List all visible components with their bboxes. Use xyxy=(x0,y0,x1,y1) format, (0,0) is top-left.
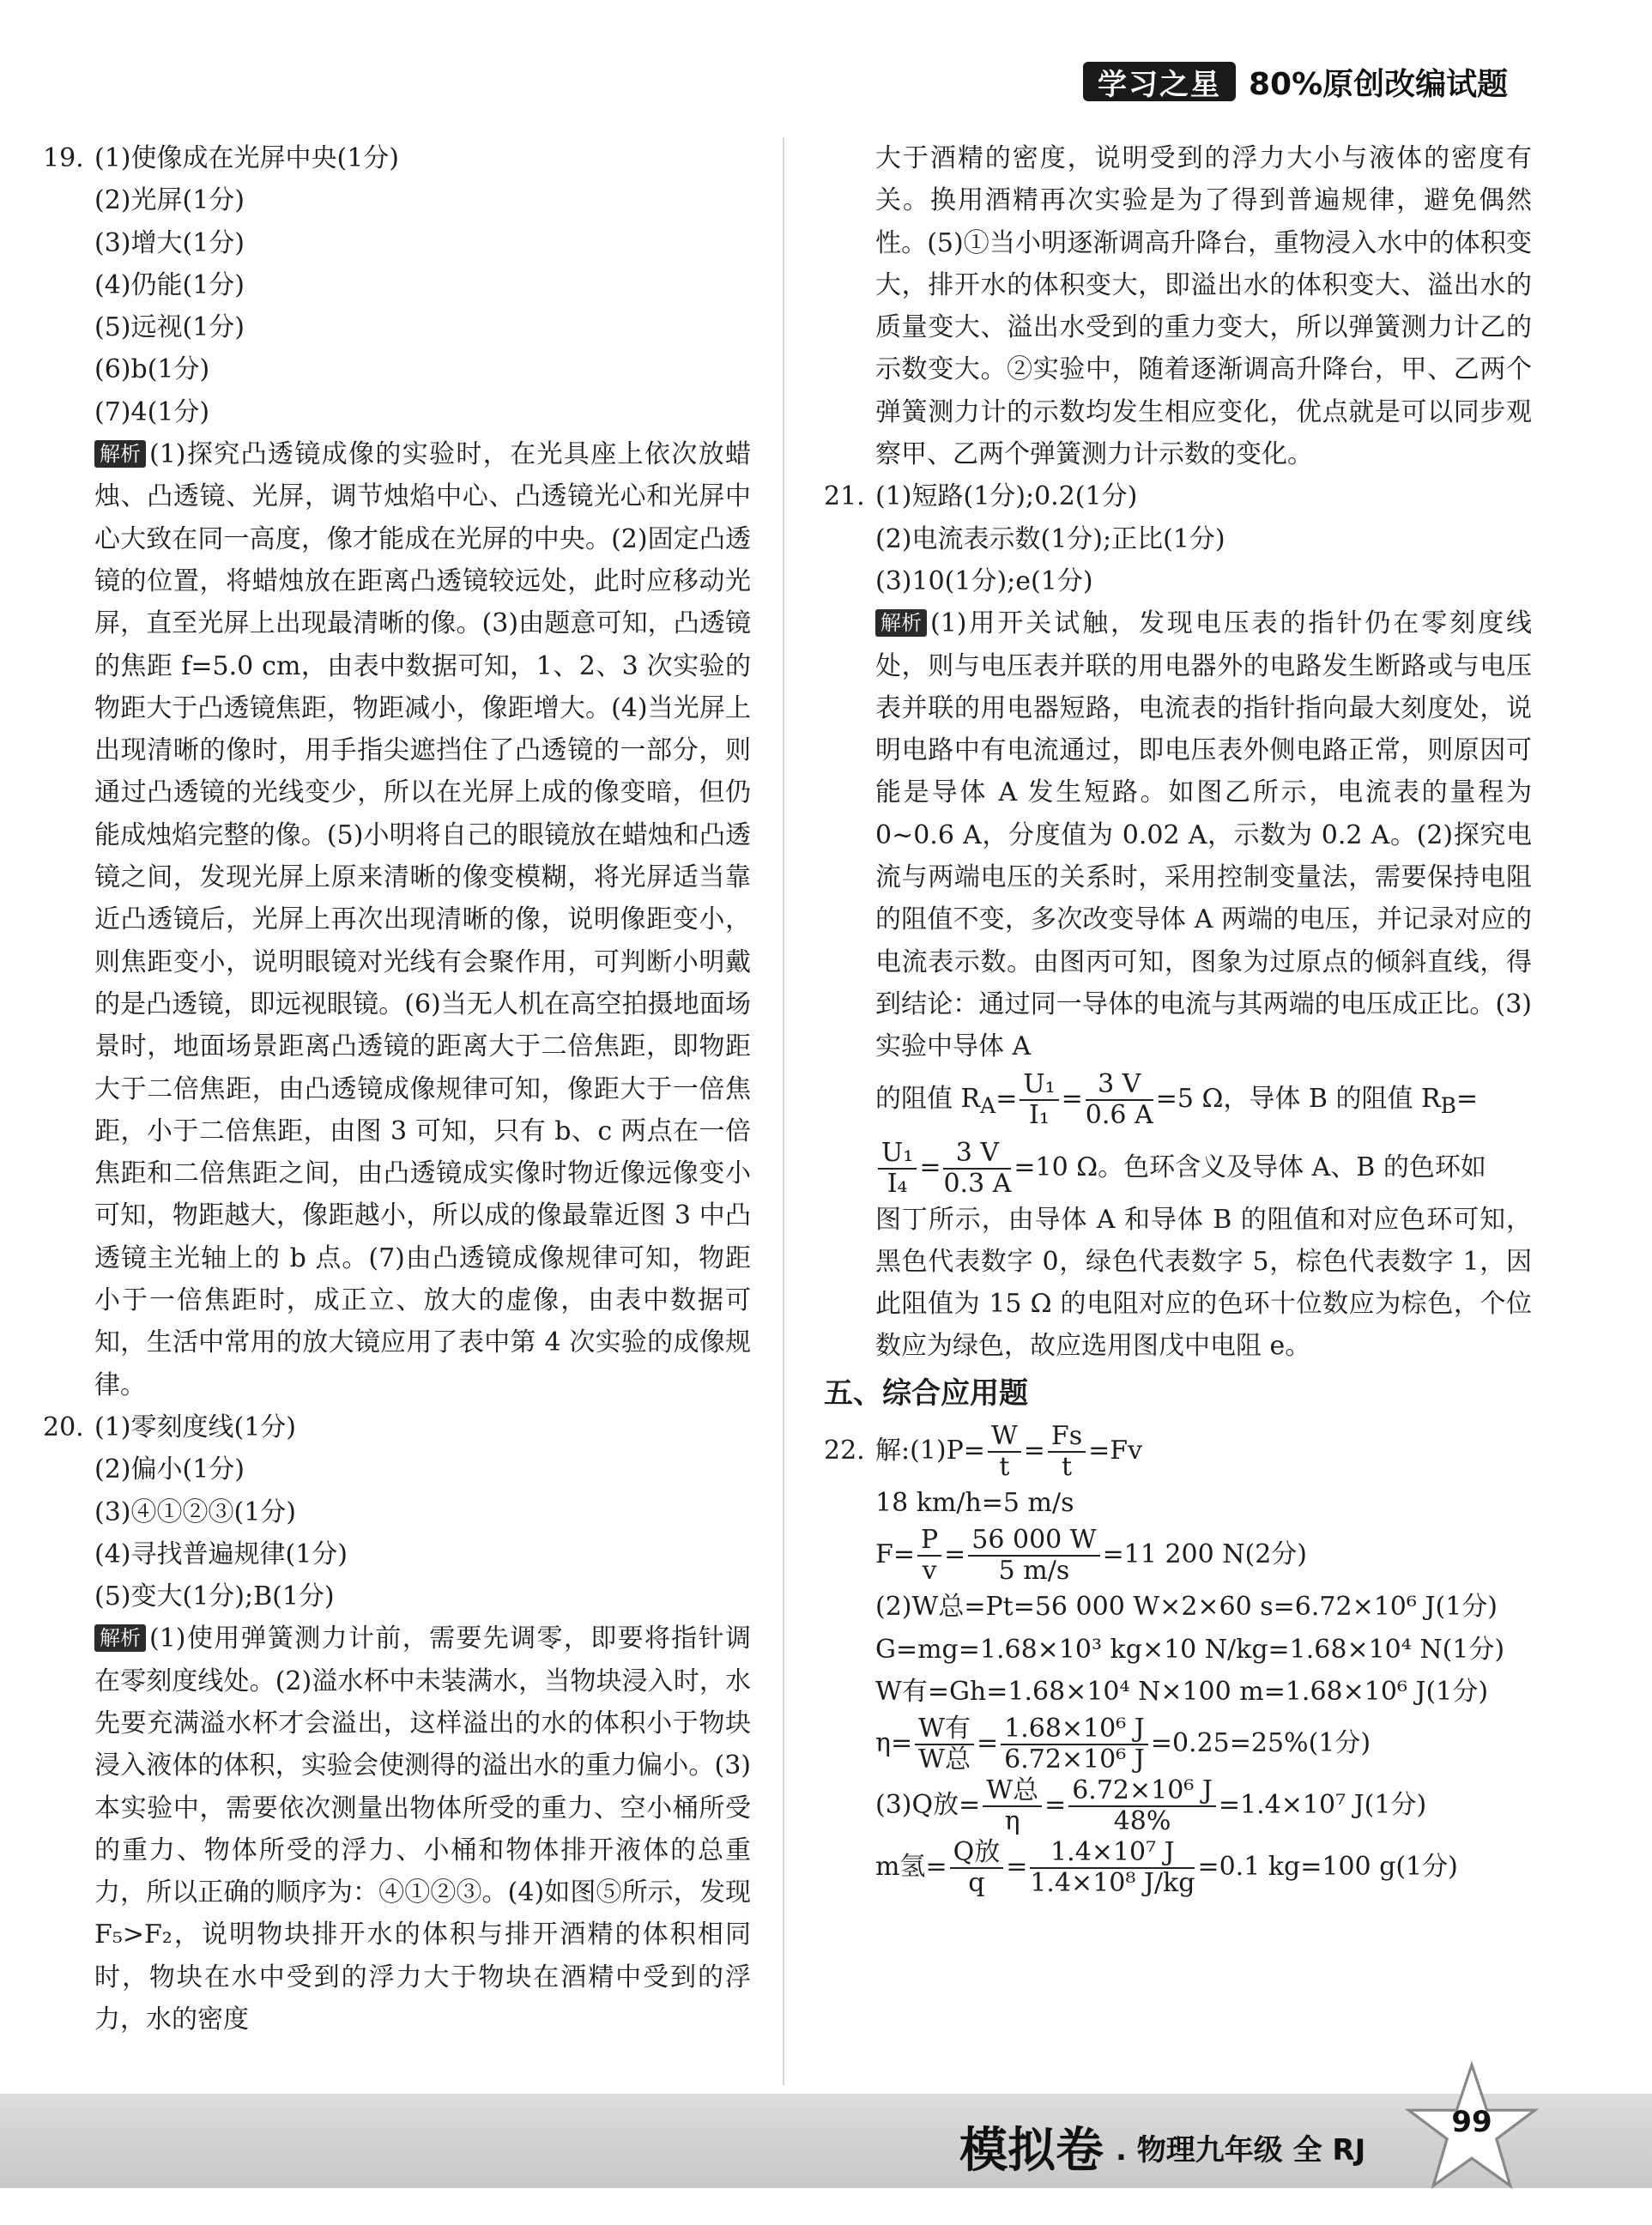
fraction xyxy=(943,1139,1011,1199)
answer-line: (1)零刻度线(1分) xyxy=(94,1412,296,1442)
formula-text: =0.1 kg=100 g(1分) xyxy=(1197,1852,1458,1883)
column-divider xyxy=(783,137,784,2085)
formula-line: η= $\frac{\text{W有}}{\text{W总}}$ = $\frac{\text{1.68×10⁶ J}}{\text{6.72×10⁶ J}}$ =0.25=25%(1分) xyxy=(875,1714,1371,1775)
formula-line: m氢= $\frac{\text{Q放}}{q}$ = $\frac{\text{1.4×10⁷ J}}{\text{1.4×10⁸ J/kg}}$ =0.1 kg=100 g(1分) xyxy=(875,1837,1458,1899)
brand-logo: 学习之星 xyxy=(1083,62,1236,101)
fraction xyxy=(917,1526,941,1586)
formula-resistance-b: $\frac{\text{U₁}}{\text{I₄}}$ = $\frac{3 V}{0.3 A}$ =10 Ω。色环含义及导体 A、B 的色环如 xyxy=(824,1137,1532,1199)
formula-text: (3)Q放= xyxy=(875,1790,981,1821)
analysis-badge: 解析 xyxy=(94,440,146,468)
section-heading: 五、综合应用题 xyxy=(824,1376,1028,1411)
numerator: W xyxy=(988,1422,1021,1453)
fraction xyxy=(1068,1776,1216,1836)
denominator: v xyxy=(922,1556,937,1587)
numerator: 6.72×10⁶ J xyxy=(1068,1776,1216,1807)
analysis-text: (1)用开关试触，发现电压表的指针仍在零刻度线处，则与电压表并联的用电器外的电路发生断路或与电压表并联的用电器短路，电流表的指针指向最大刻度处，说明电路中有电流通过，即电压表外侧电路正常，则原因可能是导体 A 发生短路。如图乙所示，电流表的量程为 0~0.6 A，分度值为 0.02 A，示数为 0.2 A。(2)探究电流与两端电压的关系时，采用控制变量法，需要保持电阻的阻值不变，多次改变导体 A 两端的电压，并记录对应的电流表示数。由图丙可知，图象为过原点的倾斜直线，得到结论：通过同一导体的电流与其两端的电压成正比。(3)实验中导体 A xyxy=(875,608,1532,1062)
numerator: P xyxy=(917,1526,941,1557)
formula-text: m氢= xyxy=(875,1852,947,1883)
fraction xyxy=(983,1776,1042,1836)
formula-line: F= $\frac{P}{v}$ = $\frac{56 000 W}{5 m/s}$ =11 200 N(2分) xyxy=(875,1525,1308,1587)
analysis-continuation: 大于酒精的密度，说明受到的浮力大小与液体的密度有关。换用酒精再次实验是为了得到普遍规律，避免偶然性。(5)①当小明逐渐调高升降台，重物浸入水中的体积变大，排开水的体积变大，即溢出水的体积变大、溢出水的质量变大、溢出水受到的重力变大，所以弹簧测力计乙的示数变大。②实验中，随着逐渐调高升降台，甲、乙两个弹簧测力计的示数均发生相应变化，优点就是可以同步观察甲、乙两个弹簧测力计示数的变化。 xyxy=(875,143,1532,470)
formula-line: (2)W总=Pt=56 000 W×2×60 s=6.72×10⁶ J(1分) xyxy=(875,1592,1498,1623)
numerator: 3 V xyxy=(1086,1070,1153,1101)
question-number: 19. xyxy=(43,143,84,173)
answer-line: (4)寻找普遍规律(1分) xyxy=(94,1539,348,1569)
denominator: W总 xyxy=(918,1744,971,1775)
formula-text: =1.4×10⁷ J(1分) xyxy=(1218,1790,1427,1821)
formula-resistance-a: 的阻值 $R_A=$ $\frac{\text{U₁}}{\text{I₁}}$ = $\frac{3 V}{0.6 A}$ =5 Ω，导体 B 的阻值 $R_B=$ xyxy=(875,1068,1479,1130)
numerator: U₁ xyxy=(878,1139,917,1170)
header-title: 80%原创改编试题 xyxy=(1249,67,1509,102)
right-column xyxy=(824,137,1532,1898)
formula-text: =Fv xyxy=(1088,1436,1143,1466)
analysis-text-end: 图丁所示，由导体 A 和导体 B 的阻值和对应色环可知，黑色代表数字 0，绿色代表数字 5，棕色代表数字 1，因此阻值为 15 Ω 的电阻对应的色环十位数应为棕色，个位数应为绿色，故应选用图戊中电阻 e。 xyxy=(875,1204,1532,1362)
denominator: t xyxy=(1062,1452,1073,1483)
answer-line: (3)增大(1分) xyxy=(94,227,245,258)
question-number: 21. xyxy=(824,481,865,512)
question-22 xyxy=(824,1420,1532,1482)
answer-line: (6)b(1分) xyxy=(94,354,210,385)
denominator: q xyxy=(968,1868,985,1899)
analysis-text: (1)探究凸透镜成像的实验时，在光具座上依次放蜡烛、凸透镜、光屏，调节烛焰中心、凸透镜光心和光屏中心大致在同一高度，像才能成在光屏的中央。(2)固定凸透镜的位置，将蜡烛放在距离凸透镜较远处，此时应移动光屏，直至光屏上出现最清晰的像。(3)由题意可知，凸透镜的焦距 f=5.0 cm，由表中数据可知，1、2、3 次实验的物距大于凸透镜焦距，物距减小，像距增大。(4)当光屏上出现清晰的像时，用手指尖遮挡住了凸透镜的一部分，则通过凸透镜的光线变少，所以在光屏上成的像变暗，但仍能成烛焰完整的像。(5)小明将自己的眼镜放在蜡烛和凸透镜之间，发现光屏上原来清晰的像变模糊，将光屏适当靠近凸透镜后，光屏上再次出现清晰的像，说明像距变小，则焦距变小，说明眼镜对光线有会聚作用，可判断小明戴的是凸透镜，即远视眼镜。(6)当无人机在高空拍摄地面场景时，地面场景距离凸透镜的距离大于二倍焦距，即物距大于二倍焦距，由凸透镜成像规律可知，像距大于一倍焦距，小于二倍焦距，由图 3 可知，只有 b、c 两点在一倍焦距和二倍焦距之间，由凸透镜成实像时物近像远像变小可知，物距越大，像距越小，所以成的像最靠近图 3 中凸透镜主光轴上的 b 点。(7)由凸透镜成像规律可知，物距小于一倍焦距时，成正立、放大的虚像，由表中数据可知，生活中常用的放大镜应用了表中第 4 次实验的成像规律。 xyxy=(94,439,751,1400)
fraction xyxy=(1030,1838,1195,1898)
formula-text: 解:(1)P= xyxy=(875,1436,985,1466)
footer-subtitle: . 物理九年级 全 RJ xyxy=(1116,2133,1366,2168)
formula-line: W有=Gh=1.68×10⁴ N×100 m=1.68×10⁶ J(1分) xyxy=(875,1676,1489,1707)
answer-line: (7)4(1分) xyxy=(94,396,210,427)
question-number: 20. xyxy=(43,1412,84,1442)
analysis-paragraph xyxy=(43,433,751,1406)
formula-line: 解:(1)P= $\frac{W}{t}$ = $\frac{Fs}{t}$ =Fv xyxy=(875,1421,1143,1483)
formula-text: 的阻值 R xyxy=(875,1083,981,1114)
answer-line: (4)仍能(1分) xyxy=(94,269,245,300)
denominator: 6.72×10⁶ J xyxy=(1004,1744,1145,1775)
formula-text: =5 Ω，导体 B 的阻值 R xyxy=(1155,1083,1441,1114)
question-number: 22. xyxy=(824,1436,865,1466)
question-20 xyxy=(43,1406,751,1448)
numerator: 1.68×10⁶ J xyxy=(1001,1714,1148,1745)
answer-line: (2)电流表示数(1分);正比(1分) xyxy=(875,523,1225,554)
formula-line: G=mg=1.68×10³ kg×10 N/kg=1.68×10⁴ N(1分) xyxy=(875,1634,1505,1665)
denominator: I₄ xyxy=(887,1168,908,1199)
answer-line: (3)10(1分);e(1分) xyxy=(875,565,1093,596)
analysis-paragraph xyxy=(824,602,1532,1067)
analysis-badge: 解析 xyxy=(875,609,927,637)
fraction xyxy=(988,1422,1021,1482)
formula-text: =10 Ω。色环含义及导体 A、B 的色环如 xyxy=(1014,1152,1486,1182)
answer-line: (2)光屏(1分) xyxy=(94,185,245,216)
fraction xyxy=(1001,1714,1148,1775)
fraction xyxy=(878,1139,917,1199)
analysis-text: (1)使用弹簧测力计前，需要先调零，即要将指针调在零刻度线处。(2)溢水杯中未装满水，当物块浸入时，水先要充满溢水杯才会溢出，这样溢出的水的体积小于物块浸入液体的体积，实验会使测得的溢出水的重力偏小。(3)本实验中，需要依次测量出物体所受的重力、空小桶所受的重力、物体所受的浮力、小桶和物体排开液体的总重力，所以正确的顺序为：④①②③。(4)如图⑤所示，发现 F₅>F₂，说明物块排开水的体积与排开酒精的体积相同时，物块在水中受到的浮力大于物块在酒精中受到的浮力，水的密度 xyxy=(94,1623,751,2035)
answer-line: (5)远视(1分) xyxy=(94,312,245,343)
fraction xyxy=(1086,1070,1153,1130)
answer-line: (3)④①②③(1分) xyxy=(94,1496,296,1527)
numerator: W总 xyxy=(983,1776,1042,1807)
fraction xyxy=(950,1838,1004,1898)
formula-text: η= xyxy=(875,1728,913,1759)
formula-text: =11 200 N(2分) xyxy=(1102,1539,1308,1570)
formula-text: =0.25=25%(1分) xyxy=(1150,1728,1371,1759)
denominator: η xyxy=(1004,1806,1020,1837)
numerator: Q放 xyxy=(950,1838,1004,1869)
numerator: 56 000 W xyxy=(968,1526,1099,1557)
analysis-paragraph xyxy=(43,1617,751,2041)
left-column xyxy=(43,137,751,2041)
analysis-badge: 解析 xyxy=(94,1624,146,1652)
numerator: 1.4×10⁷ J xyxy=(1030,1838,1195,1869)
page-number: 99 xyxy=(1451,2105,1492,2139)
footer-title: 模拟卷 xyxy=(959,2123,1104,2179)
question-21 xyxy=(824,475,1532,517)
formula-line: (3)Q放= $\frac{\text{W总}}{\eta}$ = $\frac{\text{6.72×10⁶ J}}{48\%}$ =1.4×10⁷ J(1分) xyxy=(875,1775,1427,1837)
numerator: U₁ xyxy=(1020,1070,1058,1101)
formula-line: 18 km/h=5 m/s xyxy=(875,1488,1074,1519)
fraction xyxy=(1048,1422,1086,1482)
denominator: I₁ xyxy=(1029,1099,1050,1130)
answer-line: (5)变大(1分);B(1分) xyxy=(94,1581,335,1612)
fraction xyxy=(968,1526,1099,1586)
answer-line: (1)使像成在光屏中央(1分) xyxy=(94,143,399,173)
answer-line: (2)偏小(1分) xyxy=(94,1454,245,1485)
denominator: 0.3 A xyxy=(943,1168,1012,1199)
question-19 xyxy=(43,137,751,179)
numerator: 3 V xyxy=(943,1139,1011,1170)
answer-line: (1)短路(1分);0.2(1分) xyxy=(875,481,1138,512)
fraction xyxy=(1020,1070,1058,1130)
formula-text: F= xyxy=(875,1539,915,1570)
denominator: t xyxy=(999,1452,1010,1483)
numerator: Fs xyxy=(1048,1422,1086,1453)
denominator: 1.4×10⁸ J/kg xyxy=(1030,1868,1195,1899)
denominator: 5 m/s xyxy=(998,1556,1070,1587)
numerator: W有 xyxy=(915,1714,974,1745)
subscript: A xyxy=(980,1092,996,1118)
denominator: 0.6 A xyxy=(1085,1099,1153,1130)
subscript: B xyxy=(1440,1092,1456,1118)
denominator: 48% xyxy=(1113,1806,1171,1837)
fraction xyxy=(915,1714,974,1775)
